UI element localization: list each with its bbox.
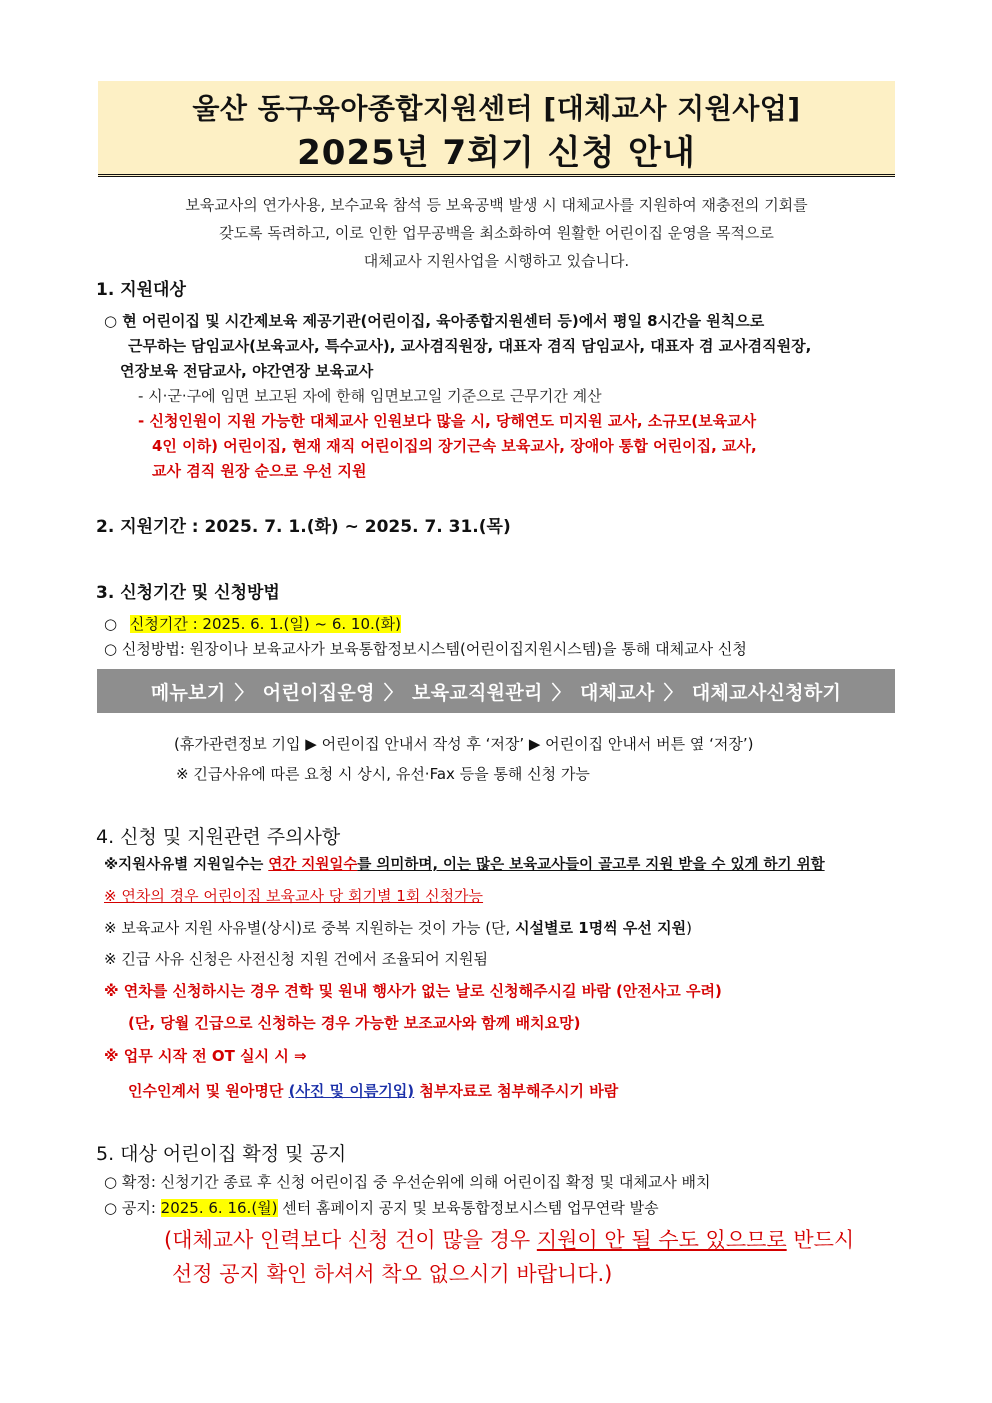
menu-path-item: 대체교사신청하기 xyxy=(691,681,842,704)
warning-text: 반드시 xyxy=(786,1228,855,1252)
section3-note2: ※ 긴급사유에 따른 요청 시 상시, 유선·Fax 등을 통해 신청 가능 xyxy=(176,765,590,783)
warning-text: (대체교사 인력보다 신청 건이 많을 경우 xyxy=(164,1228,537,1252)
chevron-right-icon: 〉 xyxy=(383,681,404,704)
section1-bullet-line: ○ 현 어린이집 및 시간제보육 제공기관(어린이집, 육아종합지원센터 등)에서 평일 8시간을 원칙으로 xyxy=(104,312,765,330)
note-text: 첨부자료로 첨부해주시기 바람 xyxy=(414,1082,619,1100)
note-emphasis: (사진 및 이름기입) xyxy=(288,1082,415,1100)
section4-note5: ※ 연차를 신청하시는 경우 견학 및 원내 행사가 없는 날로 신청해주시길 바람 (안전사고 우려) xyxy=(104,982,722,1000)
section4-heading: 4. 신청 및 지원관련 주의사항 xyxy=(96,826,341,848)
application-period: 신청기간 : 2025. 6. 1.(일) ~ 6. 10.(화) xyxy=(129,615,401,633)
chevron-right-icon: 〉 xyxy=(551,681,571,704)
note-text: ○ 공지: xyxy=(104,1199,161,1217)
intro-line: 대체교사 지원사업을 시행하고 있습니다. xyxy=(363,252,630,270)
note-emphasis: 시설별로 1명씩 우선 지원 xyxy=(515,919,687,937)
note-emphasis: 연간 지원일수 xyxy=(268,857,358,873)
note-text: 인수인계서 및 원아명단 xyxy=(128,1082,289,1100)
section1-sub2-line: 4인 이하) 어린이집, 현재 재직 어린이집의 장기근속 보육교사, 장애아 통합 어린이집, 교사, xyxy=(152,437,757,455)
chevron-right-icon: 〉 xyxy=(234,681,254,704)
title-box xyxy=(98,81,895,177)
menu-path-item: 메뉴보기 xyxy=(150,681,226,704)
section3-note1: (휴가관련정보 기입 ▶ 어린이집 안내서 작성 후 ‘저장’ ▶ 어린이집 안내서 버튼 옆 ‘저장’) xyxy=(174,735,754,753)
section2-heading: 2. 지원기간 : 2025. 7. 1.(화) ~ 2025. 7. 31.(목) xyxy=(96,517,511,537)
section5-confirm: ○ 확정: 신청기간 종료 후 신청 어린이집 중 우선순위에 의해 어린이집 확정 및 대체교사 배치 xyxy=(104,1173,711,1191)
menu-path-item: 보육교직원관리 xyxy=(412,681,543,704)
section4-note5b: (단, 당월 긴급으로 신청하는 경우 가능한 보조교사와 함께 배치요망) xyxy=(128,1014,581,1032)
section4-note2: ※ 연차의 경우 어린이집 보육교사 당 회기별 1회 신청가능 xyxy=(104,887,484,905)
note-text: ※ 보육교사 지원 사유별(상시)로 중복 지원하는 것이 가능 (단, xyxy=(104,919,516,937)
section1-bullet-line: 연장보육 전담교사, 야간연장 보육교사 xyxy=(120,362,374,380)
section3-method: ○ 신청방법: 원장이나 보육교사가 보육통합정보시스템(어린이집지원시스템)을 통해 대체교사 신청 xyxy=(104,640,747,658)
section4-note6b xyxy=(128,1080,618,1101)
note-text: 센터 홈페이지 공지 및 보육통합정보시스템 업무연락 발송 xyxy=(277,1199,659,1217)
bullet: ○ xyxy=(104,615,118,633)
title-line2: 2025년 7회기 신청 안내 xyxy=(297,133,696,173)
section3-heading: 3. 신청기간 및 신청방법 xyxy=(96,583,280,603)
note-text: ) xyxy=(686,919,692,937)
section1-heading: 1. 지원대상 xyxy=(96,280,186,300)
title-line1: 울산 동구육아종합지원센터 [대체교사 지원사업] xyxy=(192,92,801,125)
menu-path-item: 대체교사 xyxy=(579,681,655,704)
section3-period-line xyxy=(104,613,401,634)
menu-path-bar xyxy=(97,669,895,713)
menu-path-item: 어린이집운영 xyxy=(262,681,375,704)
intro-paragraph xyxy=(98,191,895,275)
section5-warning-line1 xyxy=(164,1224,854,1254)
section1-bullet-line: 근무하는 담임교사(보육교사, 특수교사), 교사겸직원장, 대표자 겸직 담임교사, 대표자 겸 교사겸직원장, xyxy=(128,337,812,355)
intro-line: 보육교사의 연가사용, 보수교육 참석 등 보육공백 발생 시 대체교사를 지원하여 재충전의 기회를 xyxy=(185,196,808,214)
section1-sub1: - 시·군·구에 임면 보고된 자에 한해 임면보고일 기준으로 근무기간 계산 xyxy=(138,387,602,405)
warning-emphasis: 지원이 안 될 수도 있으므로 xyxy=(536,1228,787,1252)
section5-notice xyxy=(104,1197,659,1218)
section4-note6: ※ 업무 시작 전 OT 실시 시 ⇒ xyxy=(104,1047,307,1065)
section5-warning-line2: 선정 공지 확인 하셔서 착오 없으시기 바랍니다.) xyxy=(172,1262,613,1286)
section1-sub2-line: 교사 겸직 원장 순으로 우선 지원 xyxy=(152,462,367,480)
chevron-right-icon: 〉 xyxy=(663,681,683,704)
notice-date: 2025. 6. 16.(월) xyxy=(160,1199,278,1217)
note-text: 를 의미하며, 이는 많은 보육교사들이 골고루 지원 받을 수 있게 하기 위함 xyxy=(357,857,825,873)
section5-heading: 5. 대상 어린이집 확정 및 공지 xyxy=(96,1143,347,1165)
section1-sub2-line: - 신청인원이 지원 가능한 대체교사 인원보다 많을 시, 당해연도 미지원 교사, 소규모(보육교사 xyxy=(138,412,757,430)
intro-line: 갖도록 독려하고, 이로 인한 업무공백을 최소화하여 원활한 어린이집 운영을 목적으로 xyxy=(219,224,774,242)
section4-note3 xyxy=(104,917,692,938)
section4-note1 xyxy=(104,853,825,874)
note-text: ※지원사유별 지원일수는 xyxy=(104,857,269,873)
section4-note4: ※ 긴급 사유 신청은 사전신청 지원 건에서 조율되어 지원됨 xyxy=(104,950,488,968)
